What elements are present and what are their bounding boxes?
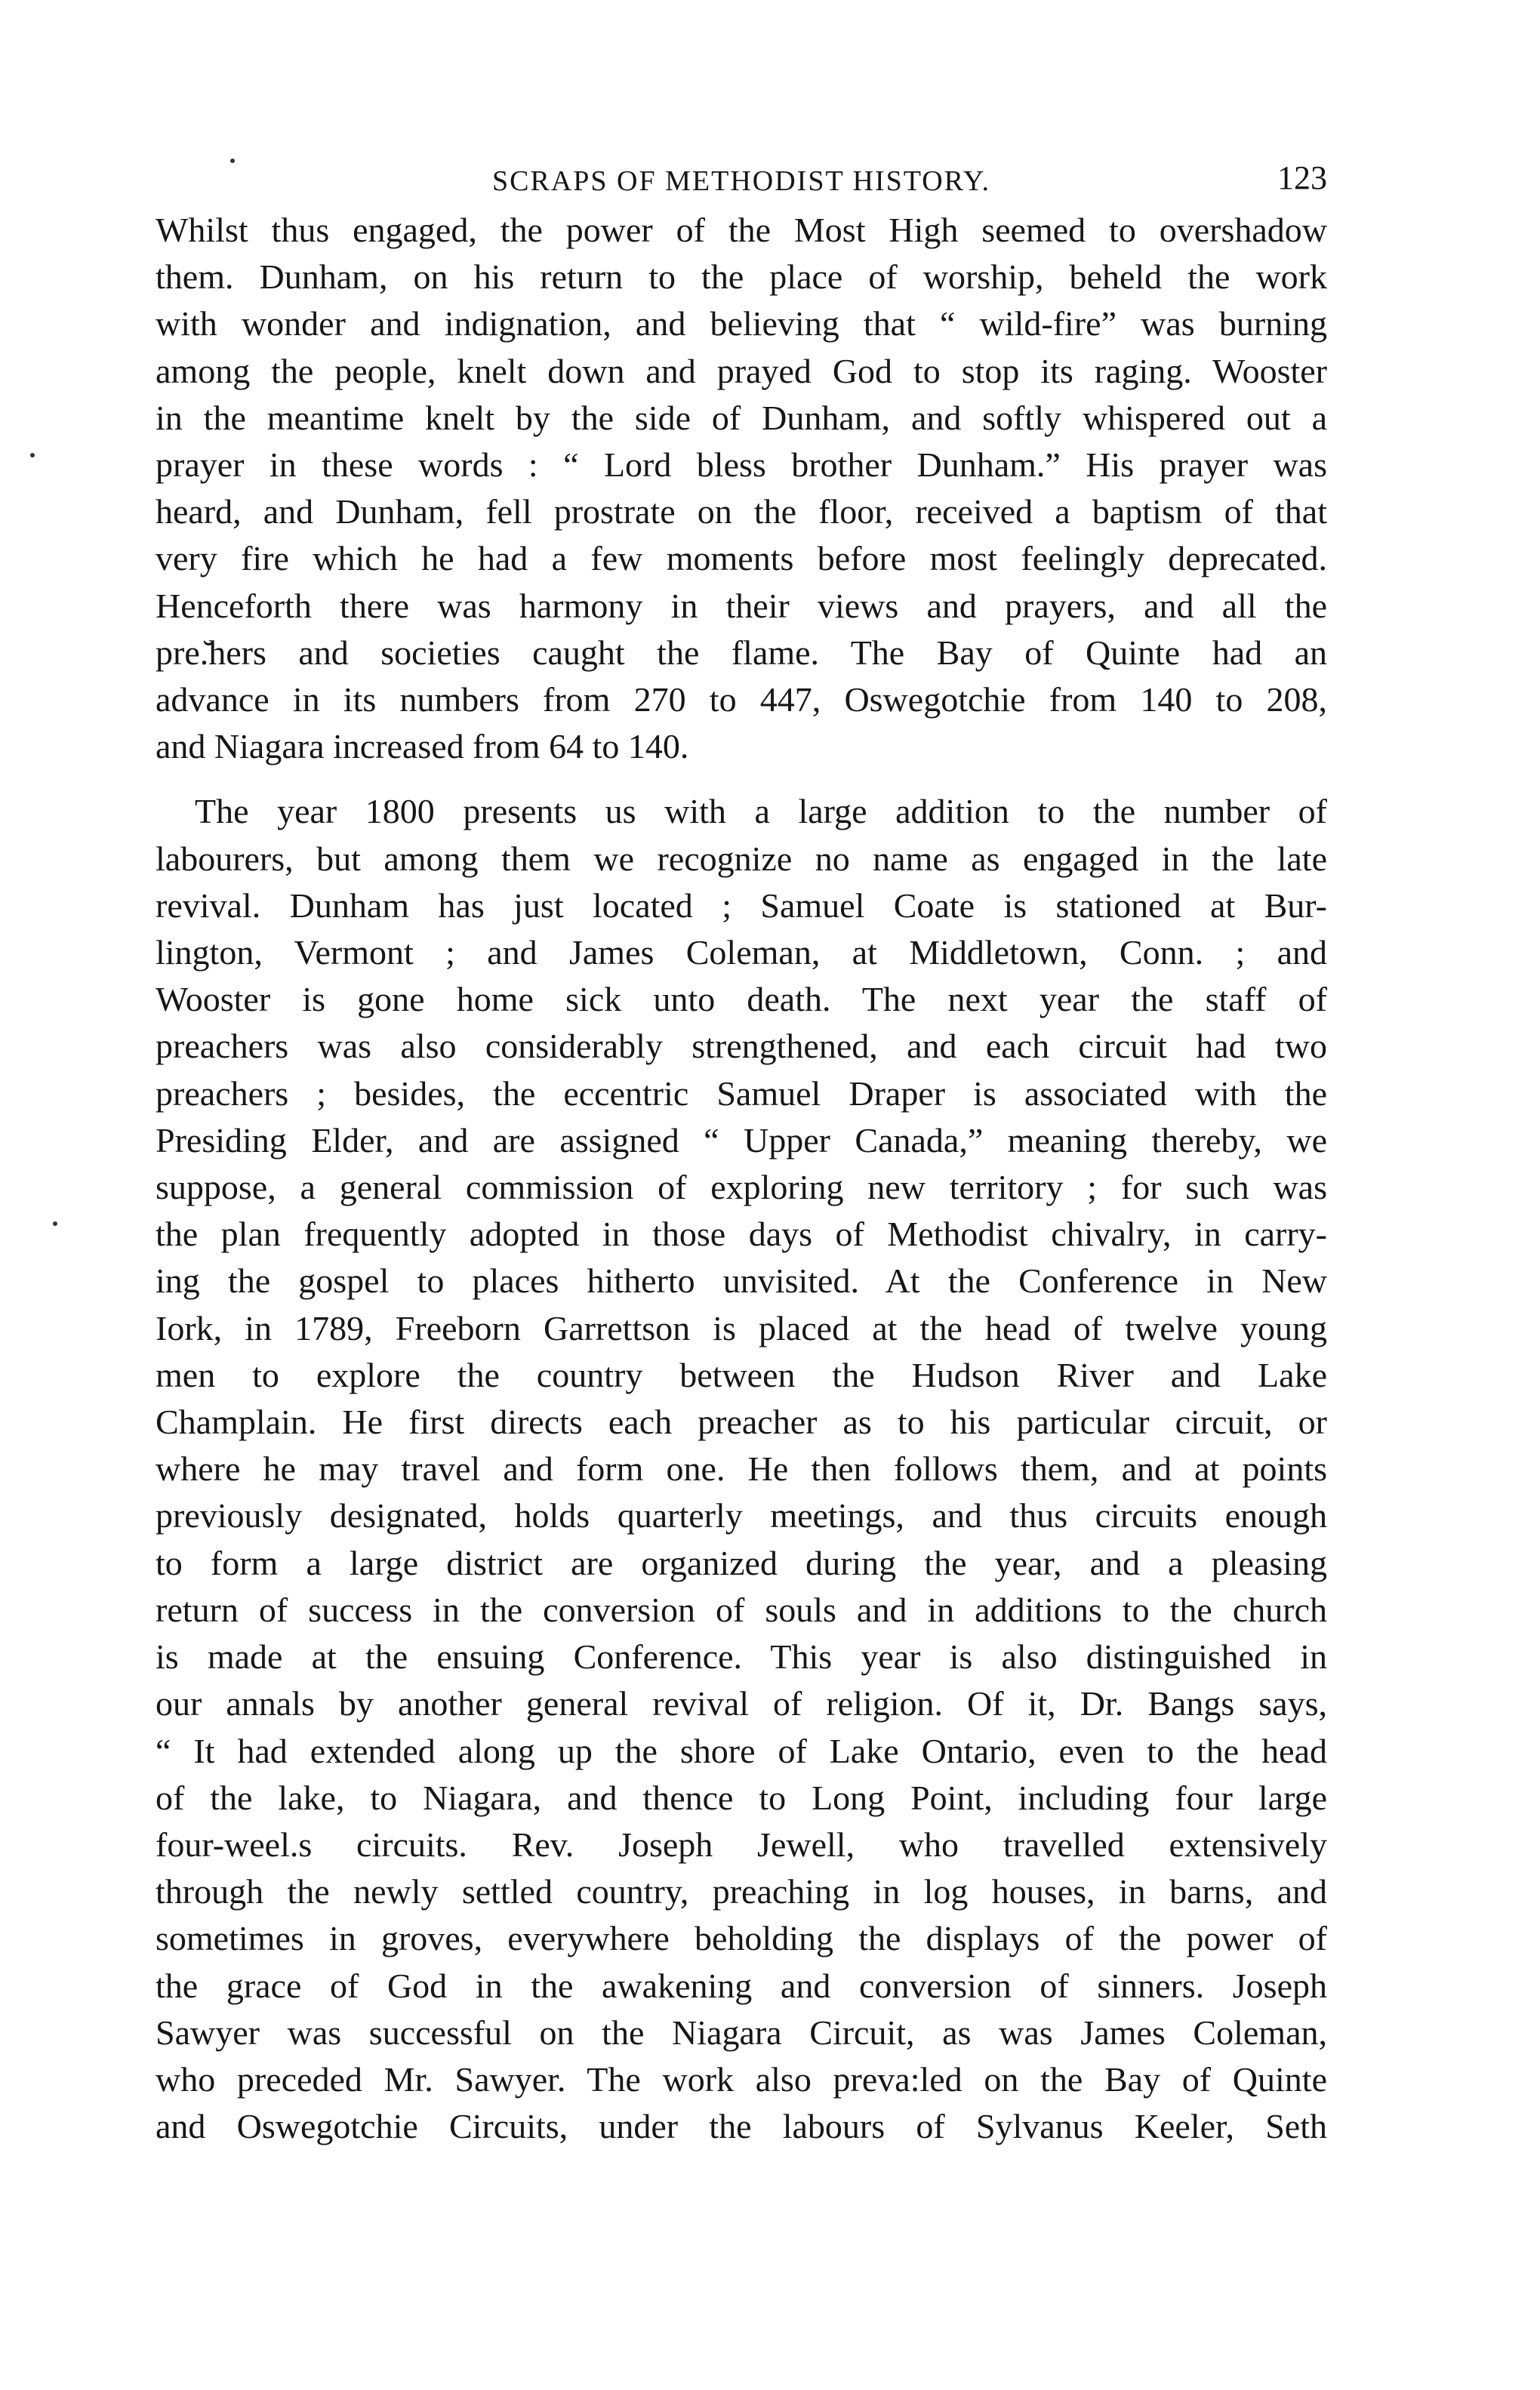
text-line: preachers ; besides, the eccentric Samuel Draper is associated with the (156, 1073, 1327, 1113)
text-line: “ It had extended along up the shore of Lake Ontario, even to the head (156, 1731, 1327, 1770)
text-line: Ιork, in 1789, Freeborn Garrettson is placed at the head of twelve young (156, 1308, 1327, 1347)
text-line: sometimes in groves, everywhere beholding the displays of the power of (156, 1919, 1327, 1958)
text-line: pre.̆hers and societies caught the flame. The Bay of Quinte had an (156, 633, 1327, 672)
text-line: ing the gospel to places hitherto unvisited. At the Conference in New (156, 1261, 1327, 1301)
paragraph-1 (156, 207, 1327, 770)
text-line: Wooster is gone home sick unto death. The next year the staff of (156, 980, 1327, 1019)
text-line: is made at the ensuing Conference. This year is also distinguished in (156, 1637, 1327, 1677)
text-line: Henceforth there was harmony in their views and prayers, and all the (156, 586, 1327, 625)
page-number: 123 (1277, 159, 1327, 196)
text-line: men to explore the country between the Hudson River and Lake (156, 1355, 1327, 1394)
running-title: SCRAPS OF METHODIST HISTORY. (492, 165, 990, 197)
text-line: them. Dunham, on his return to the place of worship, beheld the work (156, 257, 1327, 297)
stray-ink-dot-left-lower (53, 1221, 57, 1226)
text-line: prayer in these words : “ Lord bless brother Dunham.” His prayer was (156, 445, 1327, 485)
text-line: four-weel.s circuits. Rev. Joseph Jewell, who travelled extensively (156, 1825, 1327, 1864)
text-line: lington, Vermont ; and James Coleman, at Middletown, Conn. ; and (156, 933, 1327, 972)
text-line: The year 1800 presents us with a large addition to the number of (195, 792, 1327, 831)
text-line: advance in its numbers from 270 to 447, Oswegotchie from 140 to 208, (156, 680, 1327, 719)
text-line: Whilst thus engaged, the power of the Most High seemed to overshadow (156, 211, 1327, 249)
text-line: and Oswegotchie Circuits, under the labours of Sylvanus Keeler, Seth (156, 2107, 1327, 2146)
text-line: labourers, but among them we recognize no name as engaged in the late (156, 839, 1327, 878)
text-line: among the people, knelt down and prayed God to stop its raging. Wooster (156, 351, 1327, 390)
text-line: preachers was also considerably strengthened, and each circuit had two (156, 1027, 1327, 1066)
text-line: through the newly settled country, preaching in log houses, in barns, and (156, 1872, 1327, 1911)
text-line: heard, and Dunham, fell prostrate on the floor, received a baptism of that (156, 492, 1327, 531)
running-header (156, 143, 1327, 204)
text-line: the grace of God in the awakening and conversion of sinners. Joseph (156, 1966, 1327, 2005)
paragraph-2 (156, 788, 1327, 2150)
text-line: with wonder and indignation, and believing that “ wild-fire” was burning (156, 304, 1327, 343)
text-line: return of success in the conversion of souls and in additions to the church (156, 1590, 1327, 1629)
text-line: our annals by another general revival of religion. Of it, Dr. Bangs says, (156, 1684, 1327, 1723)
text-line: Sawyer was successful on the Niagara Circuit, as was James Coleman, (156, 2013, 1327, 2052)
book-page (156, 143, 1327, 2150)
text-line: where he may travel and form one. He then follows them, and at points (156, 1449, 1327, 1489)
text-line: very fire which he had a few moments before most feelingly deprecated. (156, 539, 1327, 578)
stray-ink-dot-left-upper (30, 453, 35, 457)
text-line: and Niagara increased from 64 to 140. (156, 727, 689, 766)
text-line: the plan frequently adopted in those days of Methodist chivalry, in carry- (156, 1215, 1327, 1254)
text-line: to form a large district are organized during the year, and a pleasing (156, 1543, 1327, 1582)
text-line: who preceded Mr. Sawyer. The work also preva:led on the Bay of Quinte (156, 2059, 1327, 2099)
text-line: Presiding Elder, and are assigned “ Upper Canada,” meaning thereby, we (156, 1120, 1327, 1160)
text-line: suppose, a general commission of exploring new territory ; for such was (156, 1168, 1327, 1207)
text-line: Champlain. He first directs each preacher as to his particular circuit, or (156, 1403, 1327, 1442)
text-line: in the meantime knelt by the side of Dunham, and softly whispered out a (156, 398, 1327, 437)
text-line: of the lake, to Niagara, and thence to Long Point, including four large (156, 1778, 1327, 1817)
text-line: previously designated, holds quarterly meetings, and thus circuits enough (156, 1496, 1327, 1535)
text-line: revival. Dunham has just located ; Samuel Coate is stationed at Bur- (156, 885, 1327, 925)
